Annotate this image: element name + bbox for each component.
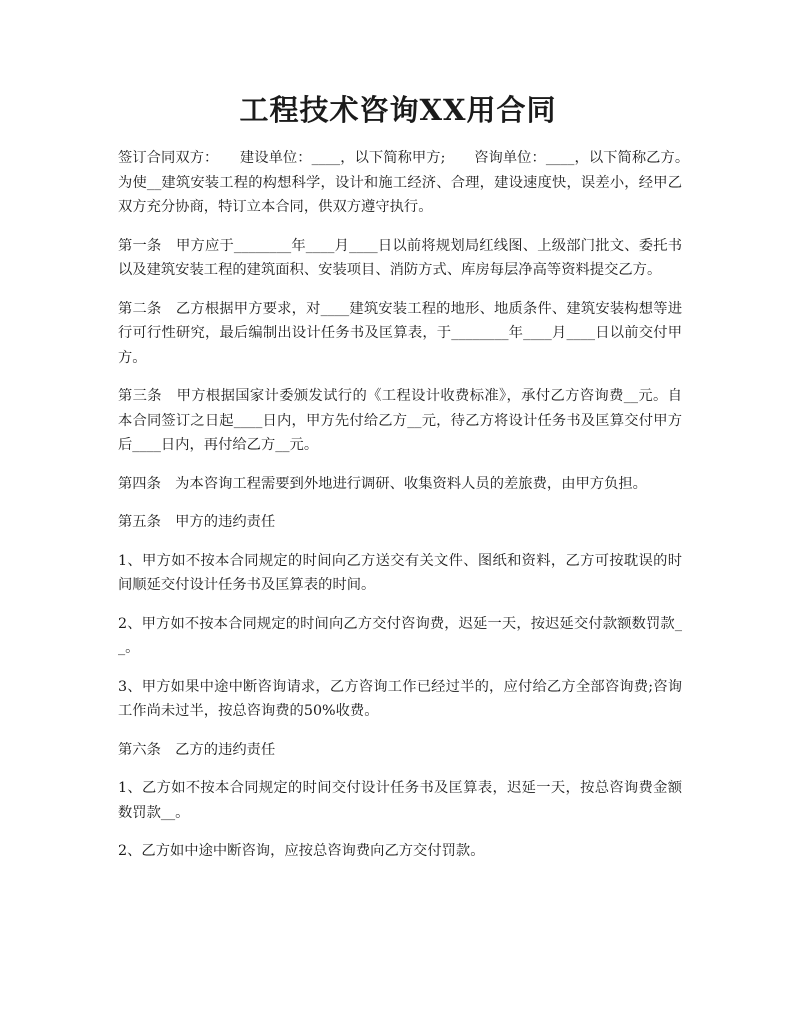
document-body xyxy=(118,146,711,878)
paragraph-article-4: 第四条 为本咨询工程需要到外地进行调研、收集资料人员的差旅费，由甲方负担。 xyxy=(118,475,647,492)
paragraph-article-5-item-3: 3、甲方如果中途中断咨询请求，乙方咨询工作已经过半的，应付给乙方全部咨询费;咨询工作尚未过半，按总咨询费的50%收费。 xyxy=(118,678,682,719)
paragraph-article-2: 第二条 乙方根据甲方要求，对____建筑安装工程的地形、地质条件、建筑安装构想等进行可行性研究，最后编制出设计任务书及匡算表，于________年____月____日以前交付甲方。 xyxy=(118,300,682,366)
paragraph-parties: 签订合同双方： 建设单位：____，以下简称甲方; 咨询单位：____，以下简称乙方。 为使__建筑安装工程的构想科学，设计和施工经济、合理，建设速度快，误差小，经甲乙双方充分协商，特订立本合同，供双方遵守执行。 xyxy=(118,150,711,215)
document-title: 工程技术咨询XX用合同 xyxy=(239,93,557,127)
paragraph-article-1: 第一条 甲方应于________年____月____日以前将规划局红线图、上级部门批文、委托书以及建筑安装工程的建筑面积、安装项目、消防方式、库房每层净高等资料提交乙方。 xyxy=(118,237,682,278)
paragraph-article-6-heading: 第六条 乙方的违约责任 xyxy=(118,741,276,758)
paragraph-article-3: 第三条 甲方根据国家计委颁发试行的《工程设计收费标准》，承付乙方咨询费__元。自本合同签订之日起____日内，甲方先付给乙方__元，待乙方将设计任务书及匡算交付甲方后____日内，再付给乙方__元。 xyxy=(118,388,682,453)
paragraph-article-5-heading: 第五条 甲方的违约责任 xyxy=(118,514,276,530)
paragraph-article-6-item-2: 2、乙方如中途中断咨询，应按总咨询费向乙方交付罚款。 xyxy=(118,843,485,859)
paragraph-article-6-item-1: 1、乙方如不按本合同规定的时间交付设计任务书及匡算表，迟延一天，按总咨询费金额数罚款__。 xyxy=(118,780,682,821)
paragraph-article-5-item-1: 1、甲方如不按本合同规定的时间向乙方送交有关文件、图纸和资料，乙方可按耽误的时间顺延交付设计任务书及匡算表的时间。 xyxy=(118,552,682,593)
paragraph-article-5-item-2: 2、甲方如不按本合同规定的时间向乙方交付咨询费，迟延一天，按迟延交付款额数罚款__。 xyxy=(118,615,682,656)
